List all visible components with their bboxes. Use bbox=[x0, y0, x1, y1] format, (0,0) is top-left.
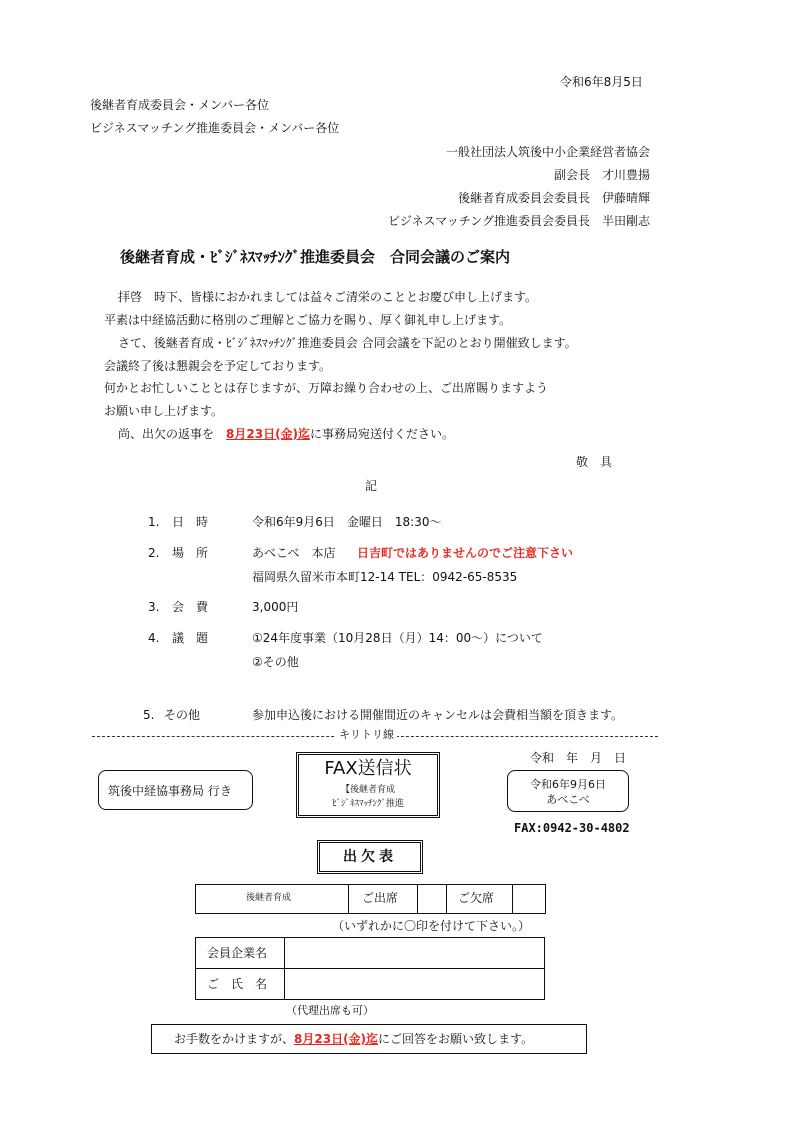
instruction: （いずれかに〇印を付けて下さい。） bbox=[332, 919, 531, 933]
recipient-2: ビジネスマッチング推進委員会・メンバー各位 bbox=[90, 121, 340, 135]
footer-deadline: 8月23日(金)迄 bbox=[294, 1032, 379, 1046]
fax-event-date: 令和6年9月6日 bbox=[530, 778, 606, 791]
fax-title-box bbox=[296, 752, 440, 818]
detail-1-label: 日 時 bbox=[172, 515, 209, 529]
fax-title: FAX送信状 bbox=[324, 758, 412, 779]
company-label: 会員企業名 bbox=[207, 946, 268, 960]
cut-line-label: キリトリ線 bbox=[336, 729, 397, 740]
fax-subtitle-1: 【後継者育成 bbox=[340, 785, 395, 795]
company-field[interactable] bbox=[285, 938, 544, 968]
reply-deadline: 8月23日(金)迄 bbox=[226, 427, 311, 441]
body-line-6: お願い申し上げます。 bbox=[104, 404, 224, 418]
sender-chair-2: ビジネスマッチング推進委員会委員長 半田剛志 bbox=[387, 214, 650, 228]
fax-event-box bbox=[507, 770, 629, 812]
sender-chair-1: 後継者育成委員会委員長 伊藤晴輝 bbox=[457, 191, 650, 205]
footer-line bbox=[174, 1033, 533, 1045]
fax-number: FAX:0942-30-4802 bbox=[514, 821, 630, 835]
body-line-2: 平素は中経協活動に格別のご理解とご協力を賜り、厚く御礼申し上げます。 bbox=[104, 313, 512, 327]
detail-2-label: 場 所 bbox=[172, 546, 209, 560]
reply-line bbox=[118, 428, 454, 440]
body-line-4: 会議終了後は懇親会を予定しております。 bbox=[104, 359, 332, 373]
footer-prefix: お手数をかけますが、 bbox=[174, 1032, 295, 1046]
body-line-3: さて、後継者育成・ﾋﾞｼﾞﾈｽﾏｯﾁﾝｸﾞ推進委員会 合同会議を下記のとおり開催致します。 bbox=[118, 336, 577, 350]
ki-marker: 記 bbox=[365, 479, 378, 493]
reply-suffix: に事務局宛送付ください。 bbox=[310, 427, 455, 441]
detail-2-warning: 日吉町ではありませんのでご注意下さい bbox=[357, 546, 574, 560]
sender-organization: 一般社団法人筑後中小企業経営者協会 bbox=[445, 145, 650, 159]
detail-3-num: 3. bbox=[148, 600, 160, 614]
detail-2-num: 2. bbox=[148, 546, 160, 560]
name-field[interactable] bbox=[285, 969, 544, 999]
detail-3-label: 会 費 bbox=[172, 600, 209, 614]
divider bbox=[348, 884, 349, 914]
fax-to: 筑後中経協事務局 行き bbox=[108, 784, 232, 798]
absent-checkbox[interactable] bbox=[513, 885, 545, 913]
detail-4-value-2: ②その他 bbox=[252, 655, 299, 669]
fax-event-place: あべこべ bbox=[546, 793, 590, 806]
committee-label: 後継者育成 bbox=[246, 893, 292, 903]
fax-to-box bbox=[98, 770, 253, 810]
fax-date-fields: 令和 年 月 日 bbox=[530, 751, 627, 765]
document-date: 令和6年8月5日 bbox=[560, 75, 643, 89]
attendance-title: 出欠表 bbox=[343, 849, 397, 865]
detail-1-num: 1. bbox=[148, 515, 160, 529]
detail-5-label: その他 bbox=[164, 708, 201, 722]
body-line-5: 何かとお忙しいこととは存じますが、万障お繰り合わせの上、ご出席賜りますよう bbox=[104, 381, 549, 395]
detail-4-num: 4. bbox=[148, 631, 160, 645]
footer-box bbox=[151, 1024, 587, 1054]
proxy-note: （代理出席も可） bbox=[286, 1004, 374, 1017]
detail-4-value: ①24年度事業（10月28日（月）14：00～）について bbox=[252, 631, 543, 645]
absent-label: ご欠席 bbox=[458, 891, 495, 905]
attend-checkbox[interactable] bbox=[418, 885, 446, 913]
detail-5-value: 参加申込後における開催間近のキャンセルは会費相当額を頂きます。 bbox=[252, 708, 624, 722]
divider bbox=[446, 884, 447, 914]
reply-prefix: 尚、出欠の返事を bbox=[118, 427, 227, 441]
closing: 敬 具 bbox=[576, 455, 613, 469]
document-title: 後継者育成・ﾋﾞｼﾞﾈｽﾏｯﾁﾝｸﾞ推進委員会 合同会議のご案内 bbox=[120, 248, 511, 266]
recipient-1: 後継者育成委員会・メンバー各位 bbox=[90, 98, 270, 112]
detail-2-address: 福岡県久留米市本町12-14 TEL：0942-65-8535 bbox=[252, 570, 518, 584]
detail-4-label: 議 題 bbox=[172, 631, 209, 645]
name-label: ご 氏 名 bbox=[207, 977, 268, 991]
detail-3-value: 3,000円 bbox=[252, 600, 299, 614]
detail-2-value: あべこべ 本店 bbox=[252, 546, 336, 560]
detail-5-num: 5. bbox=[143, 708, 155, 722]
fax-subtitle-2: ﾋﾞｼﾞﾈｽﾏｯﾁﾝｸﾞ推進 bbox=[331, 799, 404, 809]
body-line-1: 拝啓 時下、皆様におかれましては益々ご清栄のこととお慶び申し上げます。 bbox=[118, 290, 538, 304]
attend-label: ご出席 bbox=[362, 891, 399, 905]
attendance-title-box bbox=[317, 840, 423, 874]
footer-suffix: にご回答をお願い致します。 bbox=[378, 1032, 534, 1046]
sender-vice-president: 副会長 才川豊揚 bbox=[553, 168, 650, 182]
detail-1-value: 令和6年9月6日 金曜日 18:30～ bbox=[252, 515, 442, 529]
